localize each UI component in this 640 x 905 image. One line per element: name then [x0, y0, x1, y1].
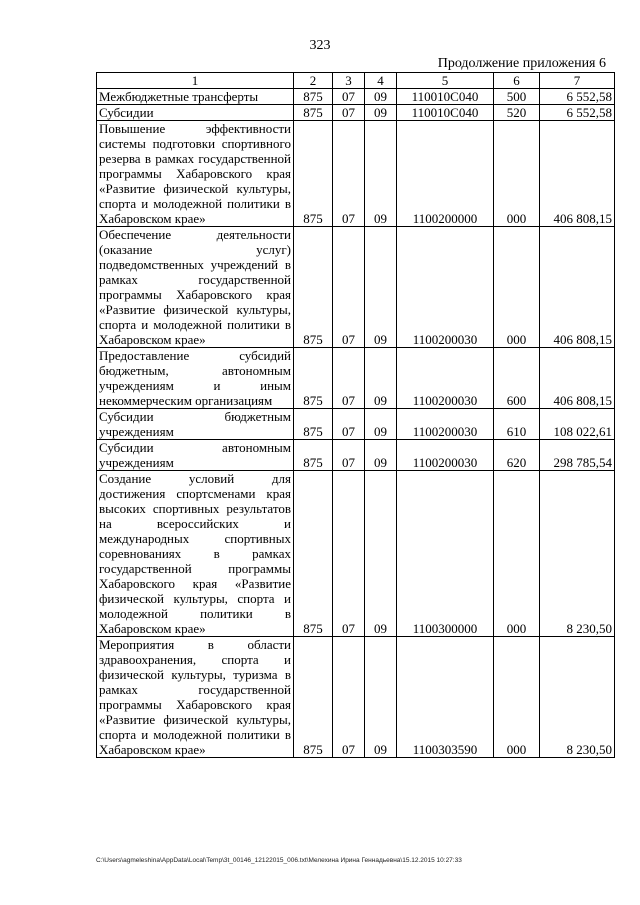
table-row: [97, 348, 615, 409]
row-code-3: 07: [333, 105, 365, 121]
column-header: 6: [494, 73, 540, 89]
row-code-6: 000: [494, 471, 540, 637]
row-code-4: 09: [365, 105, 397, 121]
row-code-2: 875: [294, 105, 333, 121]
column-header: 2: [294, 73, 333, 89]
row-amount: 8 230,50: [540, 637, 615, 758]
row-amount: 406 808,15: [540, 227, 615, 348]
row-code-4: 09: [365, 89, 397, 105]
row-code-2: 875: [294, 440, 333, 471]
row-code-3: 07: [333, 227, 365, 348]
column-header: 4: [365, 73, 397, 89]
page-number: 323: [309, 38, 331, 53]
row-amount: 8 230,50: [540, 471, 615, 637]
row-amount: 6 552,58: [540, 89, 615, 105]
row-name: Обеспечение деятельности (оказание услуг) подведомственных учреждений в рамках государственной программы Хабаровского края «Развитие физической культуры, спорта и молодежной политики в Хабаровском крае»: [97, 227, 294, 348]
row-code-4: 09: [365, 637, 397, 758]
row-code-3: 07: [333, 89, 365, 105]
row-name: Субсидии автономным учреждениям: [97, 440, 294, 471]
row-code-4: 09: [365, 440, 397, 471]
row-code-3: 07: [333, 121, 365, 227]
row-name: Субсидии бюджетным учреждениям: [97, 409, 294, 440]
row-name: Межбюджетные трансферты: [97, 89, 294, 105]
row-code-4: 09: [365, 471, 397, 637]
row-code-5: 1100200030: [397, 440, 494, 471]
column-header: 3: [333, 73, 365, 89]
row-code-2: 875: [294, 637, 333, 758]
column-header: 5: [397, 73, 494, 89]
row-code-2: 875: [294, 409, 333, 440]
continuation-label: Продолжение приложения 6: [437, 56, 606, 71]
row-code-5: 1100303590: [397, 637, 494, 758]
row-code-4: 09: [365, 409, 397, 440]
row-code-5: 1100200030: [397, 227, 494, 348]
row-code-5: 110010С040: [397, 89, 494, 105]
row-code-3: 07: [333, 440, 365, 471]
row-code-2: 875: [294, 121, 333, 227]
row-name: Субсидии: [97, 105, 294, 121]
row-code-4: 09: [365, 121, 397, 227]
row-code-2: 875: [294, 227, 333, 348]
row-code-5: 110010С040: [397, 105, 494, 121]
row-code-6: 600: [494, 348, 540, 409]
table-header-row: [97, 73, 615, 89]
row-code-3: 07: [333, 348, 365, 409]
row-code-2: 875: [294, 89, 333, 105]
row-code-5: 1100200030: [397, 348, 494, 409]
row-code-6: 610: [494, 409, 540, 440]
row-amount: 6 552,58: [540, 105, 615, 121]
row-code-5: 1100300000: [397, 471, 494, 637]
row-code-6: 520: [494, 105, 540, 121]
table-row: [97, 440, 615, 471]
row-code-6: 620: [494, 440, 540, 471]
row-code-2: 875: [294, 348, 333, 409]
table-row: [97, 471, 615, 637]
row-code-6: 000: [494, 227, 540, 348]
row-code-4: 09: [365, 348, 397, 409]
row-code-3: 07: [333, 409, 365, 440]
file-path-footer: C:\Users\agmeleshina\AppData\Local\Temp\3t_00146_12122015_006.txt\Мелехина Ирина Геннадьевна\15.12.2015 10:27:33: [96, 857, 462, 864]
row-amount: 298 785,54: [540, 440, 615, 471]
table-row: [97, 89, 615, 105]
row-code-3: 07: [333, 637, 365, 758]
row-code-6: 000: [494, 121, 540, 227]
table-row: [97, 637, 615, 758]
row-name: Повышение эффективности системы подготовки спортивного резерва в рамках государственной программы Хабаровского края «Развитие физической культуры, спорта и молодежной политики в Хабаровском крае»: [97, 121, 294, 227]
column-header: 7: [540, 73, 615, 89]
table-row: [97, 227, 615, 348]
table-row: [97, 409, 615, 440]
row-name: Создание условий для достижения спортсменами края высоких спортивных результатов на всероссийских и международных спортивных соревнованиях в рамках государственной программы Хабаровского края «Развитие физической культуры, спорта и молодежной политики в Хабаровском крае»: [97, 471, 294, 637]
row-amount: 108 022,61: [540, 409, 615, 440]
row-amount: 406 808,15: [540, 121, 615, 227]
row-code-6: 000: [494, 637, 540, 758]
row-code-2: 875: [294, 471, 333, 637]
row-code-3: 07: [333, 471, 365, 637]
row-amount: 406 808,15: [540, 348, 615, 409]
table-row: [97, 105, 615, 121]
row-code-4: 09: [365, 227, 397, 348]
column-header: 1: [97, 73, 294, 89]
row-name: Мероприятия в области здравоохранения, спорта и физической культуры, туризма в рамках государственной программы Хабаровского края «Развитие физической культуры, спорта и молодежной политики в Хабаровском крае»: [97, 637, 294, 758]
row-code-5: 1100200030: [397, 409, 494, 440]
row-name: Предоставление субсидий бюджетным, автономным учреждениям и иным некоммерческим организациям: [97, 348, 294, 409]
row-code-5: 1100200000: [397, 121, 494, 227]
budget-table: [96, 72, 615, 758]
row-code-6: 500: [494, 89, 540, 105]
table-row: [97, 121, 615, 227]
